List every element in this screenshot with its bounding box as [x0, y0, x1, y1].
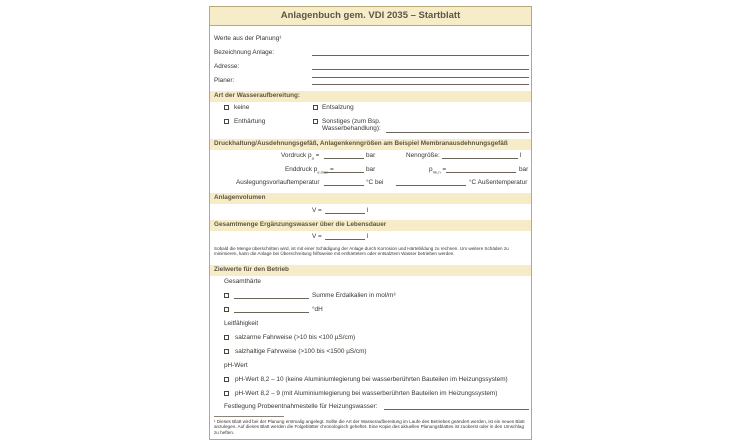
aussentemperatur-label: °C Außentemperatur	[469, 179, 528, 186]
keine-label: keine	[234, 104, 250, 111]
p-ve-label: $p_{Ve,n}$ =	[429, 166, 447, 175]
adresse-field-2[interactable]	[312, 77, 529, 78]
festlegung-label: Festlegung Probeentnahmestelle für Heizungswasser:	[224, 403, 378, 410]
enddruck-unit: bar	[366, 166, 376, 173]
wasseraufbereitung-section	[210, 91, 531, 102]
anlagenvolumen-field[interactable]	[325, 213, 365, 214]
dh-checkbox[interactable]	[224, 307, 229, 312]
bezeichnung-label: Bezeichnung Anlage:	[214, 49, 275, 56]
salzarm-checkbox[interactable]	[224, 335, 229, 340]
anlagenvolumen-unit: l	[367, 207, 369, 214]
dh-field[interactable]	[234, 312, 309, 313]
entsalzung-checkbox[interactable]	[313, 105, 318, 110]
footnote-rule	[214, 416, 284, 417]
planer-field[interactable]	[312, 84, 529, 85]
bezeichnung-field[interactable]	[312, 55, 529, 56]
druckhaltung-section	[210, 139, 531, 150]
summe-field[interactable]	[234, 298, 309, 299]
vordruck-label: Vordruck $p_a$ =	[281, 152, 320, 161]
anlagenvolumen-heading: Anlagenvolumen	[214, 194, 266, 201]
c-bei-label: °C bei	[366, 179, 384, 186]
vorlauftemperatur-field[interactable]	[324, 185, 364, 186]
enddruck-label: Enddruck $p_{e,max}$ =	[285, 166, 334, 175]
entsalzung-label: Entsalzung	[322, 104, 354, 111]
auslegung-label: Auslegungsvorlauftemperatur	[236, 179, 320, 186]
vordruck-unit: bar	[366, 152, 376, 159]
nenngroesse-unit: l	[520, 152, 522, 159]
summe-checkbox[interactable]	[224, 293, 229, 298]
salzhaltig-checkbox[interactable]	[224, 349, 229, 354]
adresse-label: Adresse:	[214, 63, 240, 70]
ph2-label: pH-Wert 8,2 – 9 (mit Aluminiumlegierung bei wasserberührten Bauteilen im Heizungssystem)	[235, 390, 498, 397]
footnote: ¹ Dieses Blatt wird bei der Planung erstmalig angelegt. Sollte die Art der Wasseraufbereitung im Laufe des Betriebes geändert werden, ist ein neues Blatt anzulegen. Auf dieses Blatt werden die Folgeblätter chronologisch geheftet. Eine Kopie des aktuellen Planungsblattes ist zuoberst oder in den Umschlag zu heften.	[214, 419, 525, 435]
startblatt-form	[209, 6, 532, 440]
anlagenvolumen-section	[210, 193, 531, 204]
vordruck-field[interactable]	[324, 158, 364, 159]
enddruck-field[interactable]	[324, 172, 364, 173]
enthaertung-label: Enthärtung	[234, 118, 266, 125]
form-title: Anlagenbuch gem. VDI 2035 – Startblatt	[210, 7, 531, 26]
nenngroesse-label: Nenngröße:	[406, 152, 440, 159]
p-ve-field[interactable]	[446, 172, 516, 173]
ph1-checkbox[interactable]	[224, 377, 229, 382]
planung-heading: Werte aus der Planung¹	[214, 35, 282, 42]
ph2-checkbox[interactable]	[224, 391, 229, 396]
zielwerte-heading: Zielwerte für den Betrieb	[214, 266, 289, 273]
sonstiges-field[interactable]	[386, 132, 529, 133]
sonstiges-label: Sonstiges (zum Bsp.	[322, 118, 381, 125]
ph-label: pH-Wert	[224, 362, 248, 369]
enthaertung-checkbox[interactable]	[224, 119, 229, 124]
dh-label: °dH	[312, 306, 323, 313]
gesamthaerte-label: Gesamthärte	[224, 278, 261, 285]
wasseraufbereitung-heading: Art der Wasseraufbereitung:	[214, 92, 301, 99]
salzarm-label: salzarme Fahrweise (>10 bis <100 µS/cm)	[235, 334, 356, 341]
ph1-label: pH-Wert 8,2 – 10 (keine Aluminiumlegierung bei wasserberührten Bauteilen im Heizungssystem)	[235, 376, 508, 383]
ergaenzung-unit: l	[367, 233, 369, 240]
ergaenzung-note: Sobald die Menge überschritten wird, ist mit einer Schädigung der Anlage durch Korrosion und Härtebildung zu rechnen. Um weitere Schäden zu minimieren, kann die Anlage bei Überschreitung hilfsweise mit enthärtetem oder entsalztem Wasser betrieben werden.	[214, 246, 509, 257]
ergaenzung-v-label: V =	[312, 233, 322, 240]
leitfaehigkeit-label: Leitfähigkeit	[224, 320, 259, 327]
sonstiges-checkbox[interactable]	[313, 119, 318, 124]
anlagenvolumen-v-label: V =	[312, 207, 322, 214]
sonstiges-label-2: Wasserbehandlung):	[322, 125, 381, 132]
nenngroesse-field[interactable]	[442, 158, 518, 159]
zielwerte-section	[210, 265, 531, 276]
ergaenzung-heading: Gesamtmenge Ergänzungswasser über die Lebensdauer	[214, 221, 387, 228]
festlegung-field[interactable]	[384, 409, 529, 410]
keine-checkbox[interactable]	[224, 105, 229, 110]
ergaenzung-field[interactable]	[325, 239, 365, 240]
p-ve-unit: bar	[519, 166, 529, 173]
summe-label: Summe Erdalkalien in mol/m³	[312, 292, 396, 299]
planer-label: Planer:	[214, 77, 235, 84]
aussentemperatur-field[interactable]	[396, 185, 466, 186]
salzhaltig-label: salzhaltige Fahrweise (>100 bis <1500 µS/cm)	[235, 348, 367, 355]
adresse-field[interactable]	[312, 69, 529, 70]
ergaenzung-section	[210, 220, 531, 231]
druckhaltung-heading: Druckhaltung/Ausdehnungsgefäß, Anlagenkenngrößen am Beispiel Membranausdehnungsgefäß	[214, 140, 508, 147]
